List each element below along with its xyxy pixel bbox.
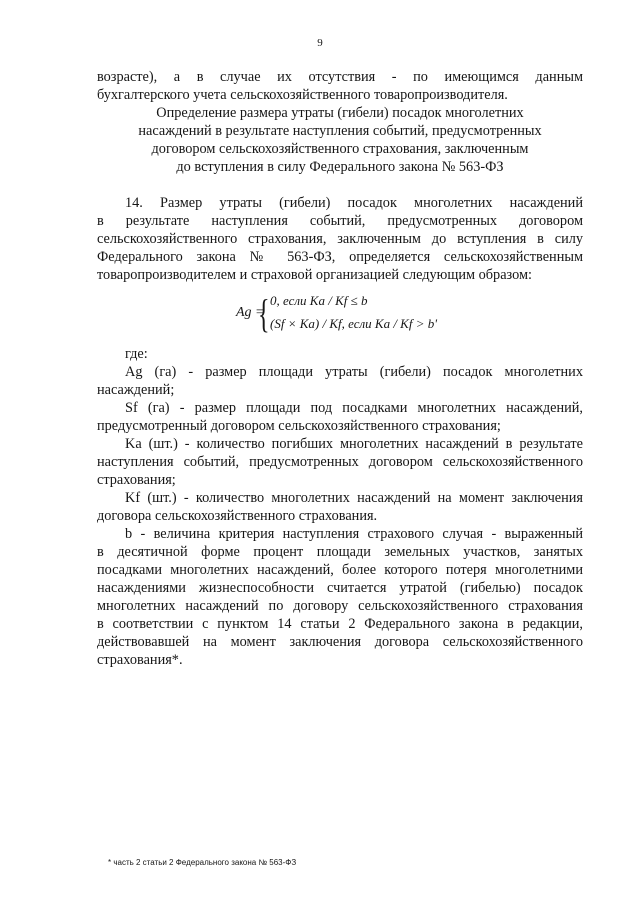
text-line: насаждений в результате наступления событий, предусмотренных [138,123,542,139]
text-line: страхования; [97,472,176,488]
text-line: бухгалтерского учета сельскохозяйственного товаропроизводителя. [97,87,508,103]
formula-lhs: Ag = [236,305,265,320]
text-line: в десятичной форме процент площади земельных участков, занятых [97,544,583,560]
text-line: Ag (га) - размер площади утраты (гибели) посадок многолетних [125,364,583,380]
formula-row-1: 0, если Ka / Kf ≤ b [270,293,368,308]
formula [236,291,466,339]
text-line: сельскохозяйственного страхования, заключенным до вступления в силу [97,231,583,247]
text-line: Sf (га) - размер площади под посадками многолетних насаждений, [125,400,583,416]
text-line: посадками многолетних насаждений, более которого потеря многолетними [97,562,583,578]
text-line: многолетних насаждений по договору сельскохозяйственного страхования [97,598,583,614]
text-line: страхования*. [97,652,183,668]
text-line: действовавшей на момент заключения договора сельскохозяйственного [97,634,583,650]
text-line: товаропроизводителем и страховой организацией следующим образом: [97,267,533,283]
text-line: Федерального закона № 563-ФЗ, определяется сельскохозяйственным [97,249,583,265]
text-line: договора сельскохозяйственного страхования. [97,508,378,524]
text-line: в соответствии с пунктом 14 статьи 2 Федерального закона в редакции, [97,616,583,632]
formula-brace: { [258,291,270,336]
text-line: Определение размера утраты (гибели) посадок многолетних [156,105,524,121]
page-number: 9 [317,37,323,49]
formula-row-2: (Sf × Ka) / Kf, если Ka / Kf > b' [270,316,438,331]
text-line: Kf (шт.) - количество многолетних насаждений на момент заключения [125,490,583,506]
text-line: насаждениями жизнеспособности считается утратой (гибелью) посадок [97,580,583,596]
text-line: наступления событий, предусмотренных договором сельскохозяйственного [97,454,583,470]
footnote: * часть 2 статьи 2 Федерального закона № 563-ФЗ [108,858,297,867]
text-line: договором сельскохозяйственного страхования, заключенным [151,141,529,157]
text-line: 14. Размер утраты (гибели) посадок многолетних насаждений [125,195,583,211]
text-line: насаждений; [97,382,175,398]
text-line: b - величина критерия наступления страхового случая - выраженный [125,526,583,542]
text-line: возрасте), а в случае их отсутствия - по имеющимся данным [97,69,583,85]
text-line: в результате наступления событий, предусмотренных договором [97,213,583,229]
text-line: предусмотренный договором сельскохозяйственного страхования; [97,418,501,434]
text-line: где: [125,346,148,362]
text-line: Ka (шт.) - количество погибших многолетних насаждений в результате [125,436,583,452]
text-line: до вступления в силу Федерального закона № 563-ФЗ [176,159,504,175]
